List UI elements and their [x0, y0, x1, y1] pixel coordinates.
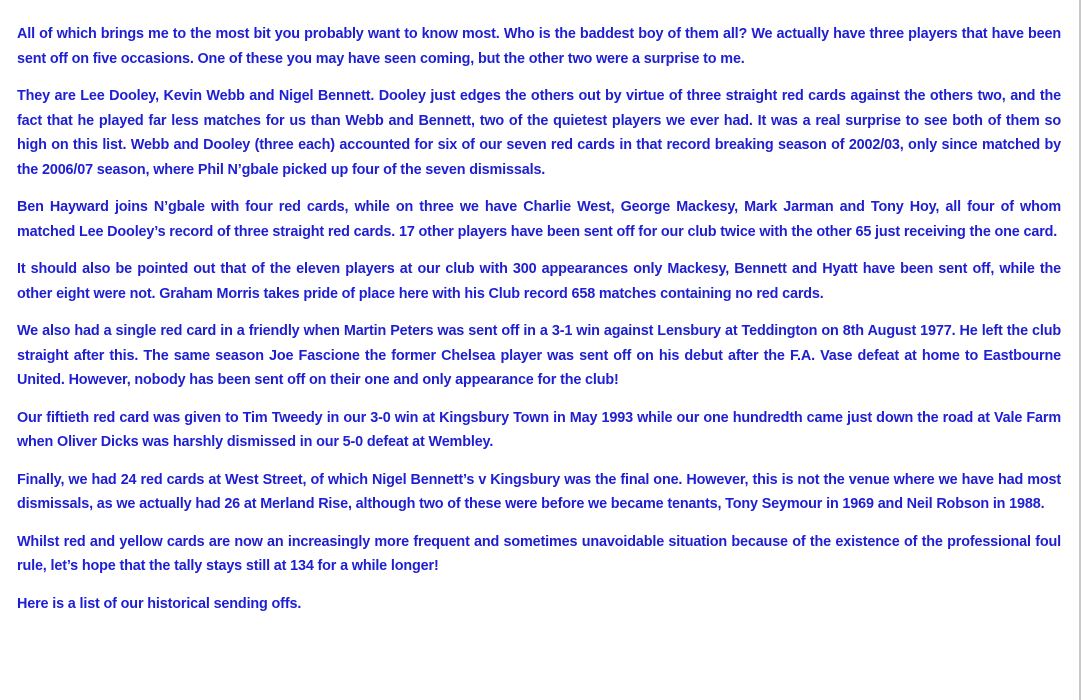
paragraph-four-red-cards: Ben Hayward joins N’gbale with four red cards, while on three we have Charlie West, George Mackesy, Mark Jarman and Tony Hoy, all four of whom matched Lee Dooley’s record of three straight red cards. 17 other players have been sent off for our club twice with the other 65 just receiving the one card.	[17, 199, 1061, 240]
paragraph-milestone-red-cards: Our fiftieth red card was given to Tim Tweedy in our 3-0 win at Kingsbury Town in May 1993 while our one hundredth came just down the road at Vale Farm when Oliver Dicks was harshly dismissed in our 5-0 defeat at Wembley.	[17, 409, 1061, 450]
paragraph-list-intro: Here is a list of our historical sending offs.	[17, 595, 302, 612]
paragraph-worst-offenders-intro: All of which brings me to the most bit you probably want to know most. Who is the baddest boy of them all? We actually have three players that have been sent off on five occasions. One of these you may have seen coming, but the other two were a surprise to me.	[17, 26, 1061, 67]
paragraph-venues: Finally, we had 24 red cards at West Street, of which Nigel Bennett’s v Kingsbury was the final one. However, this is not the venue where we have had most dismissals, as we actually had 26 at Merland Rise, although two of these were before we became tenants, Tony Seymour in 1969 and Neil Robson in 1988.	[17, 471, 1061, 512]
paragraph-dooley-webb-bennett: They are Lee Dooley, Kevin Webb and Nigel Bennett. Dooley just edges the others out by virtue of three straight red cards against the others two, and the fact that he played far less matches for us than Webb and Bennett, two of the quietest players we ever had. It was a real surprise to see both of them so high on this list. Webb and Dooley (three each) accounted for six of our seven red cards in that record breaking season of 2002/03, only since matched by the 2006/07 season, where Phil N’gbale picked up four of the seven dismissals.	[17, 88, 1061, 178]
paragraph-tally-hope: Whilst red and yellow cards are now an increasingly more frequent and sometimes unavoidable situation because of the existence of the professional foul rule, let’s hope that the tally stays still at 134 for a while longer!	[17, 533, 1061, 574]
paragraph-300-appearances: It should also be pointed out that of the eleven players at our club with 300 appearances only Mackesy, Bennett and Hyatt have been sent off, while the other eight were not. Graham Morris takes pride of place here with his Club record 658 matches containing no red cards.	[17, 261, 1061, 302]
paragraph-friendly-red-card: We also had a single red card in a friendly when Martin Peters was sent off in a 3-1 win against Lensbury at Teddington on 8th August 1977. He left the club straight after this. The same season Joe Fascione the former Chelsea player was sent off on his debut after the F.A. Vase defeat at home to Eastbourne United. However, nobody has been sent off on their one and only appearance for the club!	[17, 323, 1061, 388]
